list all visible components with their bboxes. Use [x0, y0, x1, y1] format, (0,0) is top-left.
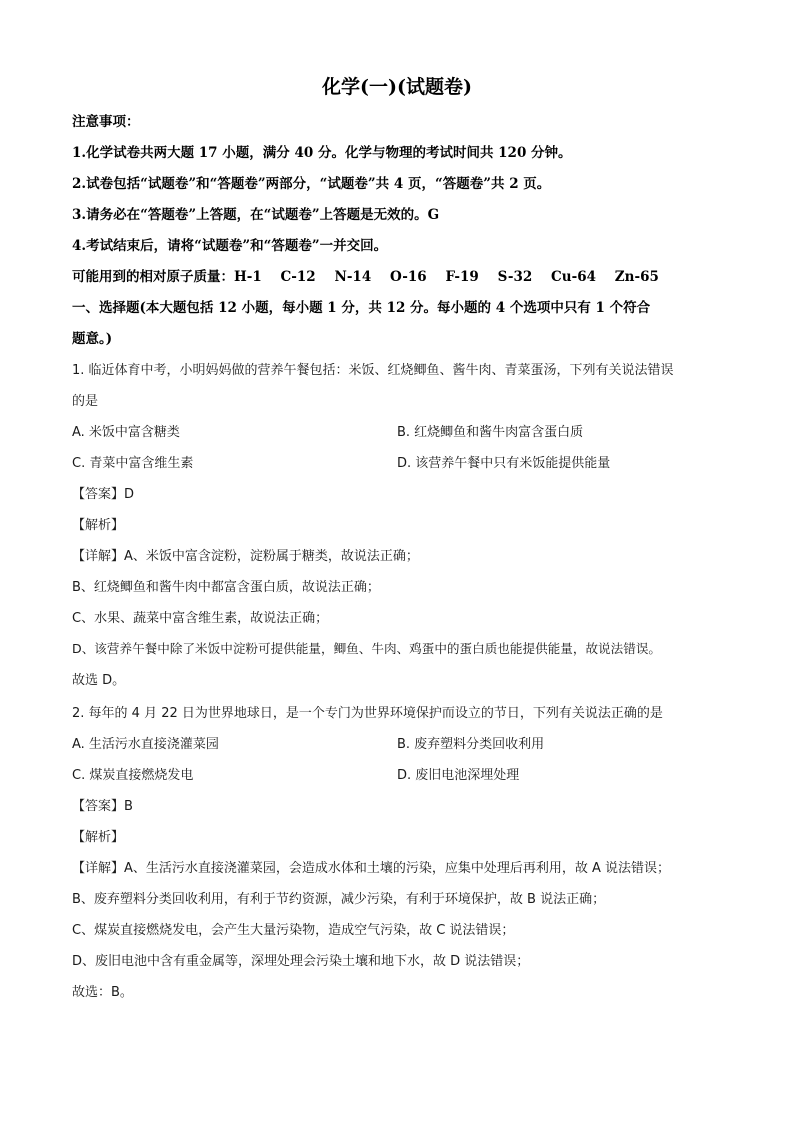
- q2-analysis-label: 【解析】: [72, 830, 125, 845]
- q2-detail: C、煤炭直接燃烧发电，会产生大量污染物，造成空气污染，故 C 说法错误；: [72, 923, 515, 938]
- q2-option-c: C. 煤炭直接燃烧发电: [72, 768, 194, 783]
- q1-analysis-label: 【解析】: [72, 518, 125, 533]
- q1-detail: C、水果、蔬菜中富含维生素，故说法正确；: [72, 611, 329, 626]
- q2-option-d: D. 废旧电池深埋处理: [397, 768, 520, 783]
- question-1-stem-cont: 的是: [72, 394, 99, 409]
- question-2-stem: 2. 每年的 4 月 22 日为世界地球日，是一个专门为世界环境保护而设立的节日，下列有关说法正确的是: [72, 706, 663, 721]
- q1-detail: 【详解】A、米饭中富含淀粉，淀粉属于糖类，故说法正确；: [72, 549, 419, 564]
- q2-detail: 故选：B。: [72, 985, 133, 1000]
- notice-item: 1.化学试卷共两大题 17 小题，满分 40 分。化学与物理的考试时间共 120 分钟。: [72, 145, 572, 161]
- q1-detail: D、该营养午餐中除了米饭中淀粉可提供能量，鲫鱼、牛肉、鸡蛋中的蛋白质也能提供能量，故说法错误。: [72, 641, 662, 656]
- q1-detail: B、红烧鲫鱼和酱牛肉中都富含蛋白质，故说法正确；: [72, 580, 380, 595]
- notice-item: 3.请务必在“答题卷”上答题，在“试题卷”上答题是无效的。G: [72, 207, 440, 223]
- section-heading: 一、选择题(本大题包括 12 小题，每小题 1 分，共 12 分。每小题的 4 个选项中只有 1 个符合: [72, 300, 651, 316]
- q1-option-d: D. 该营养午餐中只有米饭能提供能量: [397, 456, 611, 471]
- notice-item: 2.试卷包括“试题卷”和“答题卷”两部分，“试题卷”共 4 页，“答题卷”共 2 页。: [72, 176, 551, 192]
- question-1-stem: 1. 临近体育中考，小明妈妈做的营养午餐包括：米饭、红烧鲫鱼、酱牛肉、青菜蛋汤，下列有关说法错误: [72, 363, 674, 378]
- q2-option-a: A. 生活污水直接浇灌菜园: [72, 737, 219, 752]
- q1-answer: 【答案】D: [72, 487, 135, 502]
- q2-detail: 【详解】A、生活污水直接浇灌菜园，会造成水体和土壤的污染，应集中处理后再利用，故 A 说法错误；: [72, 861, 671, 876]
- q1-option-a: A. 米饭中富含糖类: [72, 425, 180, 440]
- notice-heading: 注意事项：: [72, 114, 140, 130]
- section-heading-cont: 题意。): [72, 331, 113, 347]
- q2-option-b: B. 废弃塑料分类回收利用: [397, 737, 545, 752]
- q1-detail: 故选 D。: [72, 673, 126, 688]
- q2-detail: B、废弃塑料分类回收利用，有利于节约资源，减少污染，有利于环境保护，故 B 说法正确；: [72, 892, 606, 907]
- q1-option-b: B. 红烧鲫鱼和酱牛肉富含蛋白质: [397, 425, 584, 440]
- atomic-masses: 可能用到的相对原子质量：H-1 C-12 N-14 O-16 F-19 S-32 Cu-64 Zn-65: [72, 269, 659, 285]
- q1-option-c: C. 青菜中富含维生素: [72, 456, 194, 471]
- q2-detail: D、废旧电池中含有重金属等，深埋处理会污染土壤和地下水，故 D 说法错误；: [72, 954, 530, 969]
- page-title: 化学(一)(试题卷): [322, 76, 472, 98]
- notice-item: 4.考试结束后，请将“试题卷”和“答题卷”一并交回。: [72, 238, 388, 254]
- q2-answer: 【答案】B: [72, 799, 133, 814]
